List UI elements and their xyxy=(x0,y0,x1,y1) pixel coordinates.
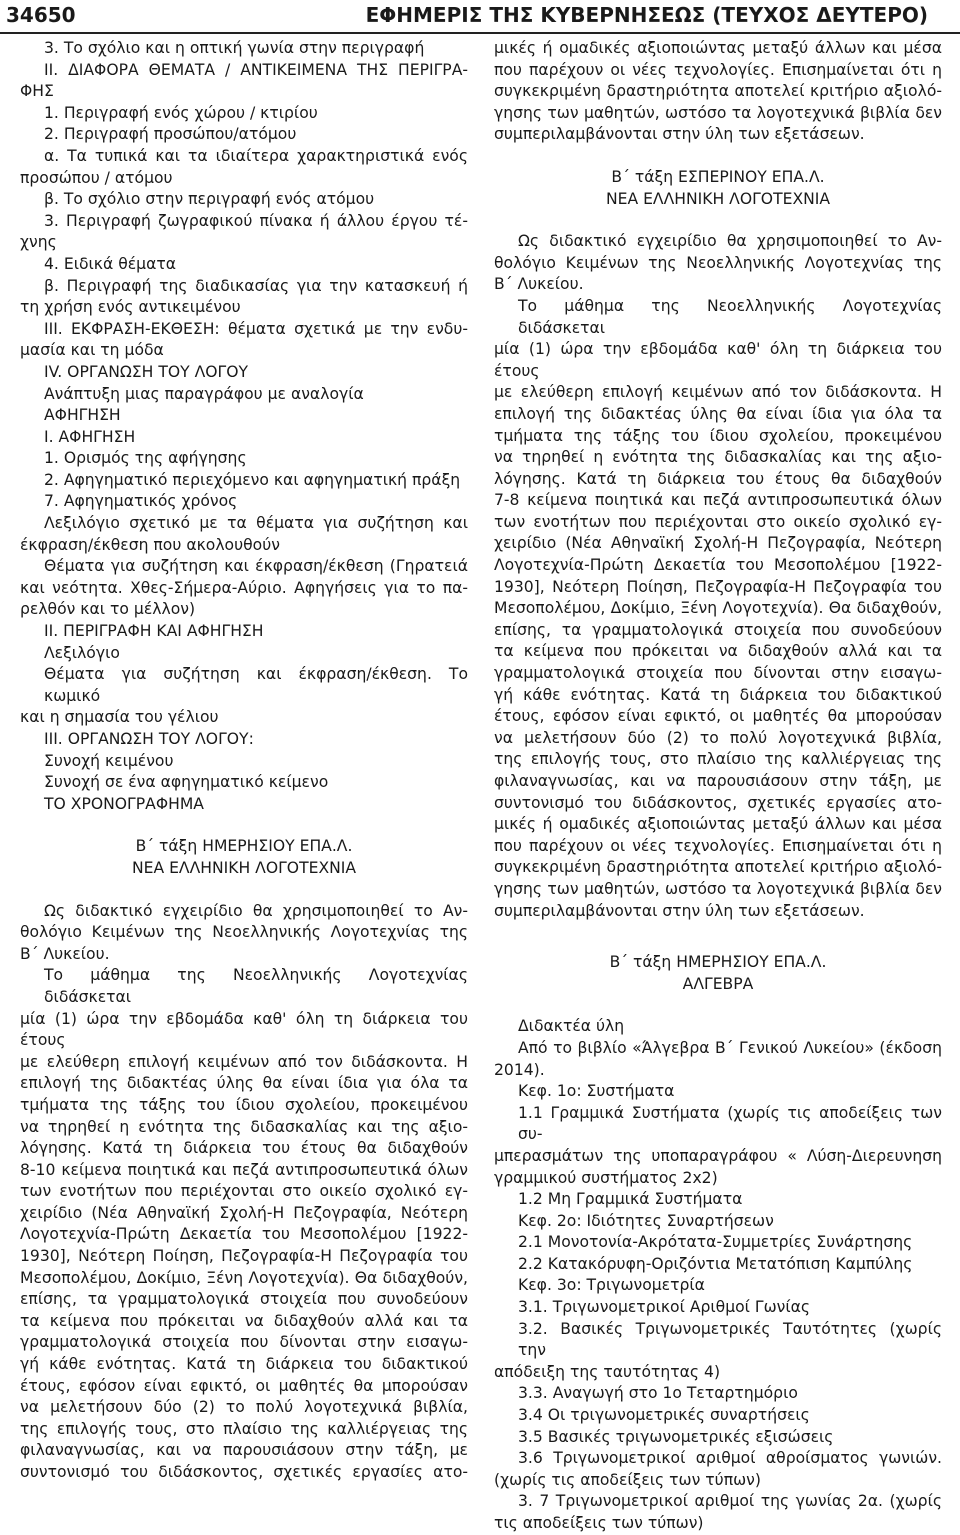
section-heading xyxy=(494,167,942,210)
text-line: τη χρήση ενός αντικειμένου xyxy=(20,298,241,317)
text-line: (χωρίς τις αποδείξεις των τύπων) xyxy=(494,1470,761,1489)
text-line: απόδειξη της ταυτότητας 4) xyxy=(494,1362,721,1381)
section-heading xyxy=(494,952,942,995)
text-line: επιλογή της διδακτέας ύλης θα είναι ίδια για όλα τα xyxy=(20,1074,468,1093)
heading-line: Β΄ τάξη ΕΣΠΕΡΙΝΟΥ ΕΠΑ.Λ. xyxy=(611,167,825,186)
text-line: γραμμικού συστήματος 2x2) xyxy=(494,1168,718,1187)
text-line: 3.5 Βασικές τριγωνομετρικές εξισώσεις xyxy=(518,1427,834,1446)
text-line: 1.2 Μη Γραμμικά Συστήματα xyxy=(518,1190,743,1209)
heading-line: Β΄ τάξη ΗΜΕΡΗΣΙΟΥ ΕΠΑ.Λ. xyxy=(609,953,827,972)
right-column xyxy=(494,38,942,1535)
text-line: μικές ή ομαδικές αξιοποιώντας μεταξύ άλλων και μέσα xyxy=(494,815,942,834)
text-line: 7. Αφηγηματικός χρόνος xyxy=(44,492,238,511)
text-line: ΙΙ. ΔΙΑΦΟΡΑ ΘΕΜΑΤΑ / ΑΝΤΙΚΕΙΜΕΝΑ ΤΗΣ ΠΕΡΙΓΡΑ- xyxy=(44,60,468,79)
left-column xyxy=(20,38,468,1484)
text-line: προσώπου / ατόμου xyxy=(20,168,173,187)
text-line: επίσης, τα γραμματολογικά στοιχεία που συνοδεύουν xyxy=(20,1290,468,1309)
text-line: 8-10 κείμενα ποιητικά και πεζά αντιπροσωπευτικά όλων xyxy=(20,1160,468,1179)
text-line: τις αποδείξεις των τύπων) xyxy=(494,1514,704,1532)
text-line: τα κείμενα που πρόκειται να διδαχθούν αλλά και τα xyxy=(20,1311,468,1330)
header-rule xyxy=(0,32,960,34)
text-line: μασία και τη μόδα xyxy=(20,341,164,360)
text-line: β. Το σχόλιο στην περιγραφή ενός ατόμου xyxy=(44,190,375,209)
text-line: 3.6 Τριγωνομετρικοί αριθμοί αθροίσματος γωνιών. xyxy=(518,1449,942,1468)
text-line: 1. Περιγραφή ενός χώρου / κτιρίου xyxy=(44,103,318,122)
text-line: 3. Περιγραφή ζωγραφικού πίνακα ή άλλου έργου τέ- xyxy=(44,211,468,230)
text-line: 2.1 Μονοτονία-Ακρότατα-Συμμετρίες Συνάρτησης xyxy=(518,1233,913,1252)
heading-line: ΑΛΓΕΒΡΑ xyxy=(682,974,754,993)
text-line: Κεφ. 1ο: Συστήματα xyxy=(518,1082,675,1101)
text-line: Λεξιλόγιο xyxy=(44,643,120,662)
journal-title: ΕΦΗΜΕΡΙΣ ΤΗΣ ΚΥΒΕΡΝΗΣΕΩΣ (ΤΕΥΧΟΣ ΔΕΥΤΕΡΟ) xyxy=(365,3,928,27)
text-line: Συνοχή κειμένου xyxy=(44,751,174,770)
text-line: Συνοχή σε ένα αφηγηματικό κείμενο xyxy=(44,773,329,792)
text-line: που παρέχουν οι νέες τεχνολογίες. Επισημαίνεται ότι η xyxy=(494,60,942,79)
text-line: 2. Περιγραφή προσώπου/ατόμου xyxy=(44,125,297,144)
text-line: ΙΙΙ. ΟΡΓΑΝΩΣΗ ΤΟΥ ΛΟΓΟΥ: xyxy=(44,730,254,748)
text-line: 3. 7 Τριγωνομετρικοί αριθμοί της γωνίας 2α. (χωρίς xyxy=(518,1492,942,1511)
text-line: λόγησης. Κατά τη διάρκεια του έτους θα διδαχθούν xyxy=(20,1139,468,1158)
text-line: θολόγιο Κειμένων της Νεοελληνικής Λογοτεχνίας της xyxy=(20,923,468,942)
text-line: επίσης, τα γραμματολογικά στοιχεία που συνοδεύουν xyxy=(494,620,942,639)
page-header xyxy=(0,0,960,30)
text-line: Μεσοπολέμου, Δοκίμιο, Ξένη Λογοτεχνία). Θα διδαχθούν, xyxy=(20,1268,468,1287)
text-line: Λογοτεχνία-Πρώτη Δεκαετία του Μεσοπολέμου [1922- xyxy=(494,556,942,575)
algebra-syllabus xyxy=(494,1016,942,1534)
text-line: μία (1) ώρα την εβδομάδα καθ' όλη τη διάρκεια του έτους xyxy=(494,340,942,380)
text-line: γησης των μαθητών, ωστόσο τα λογοτεχνικά βιβλία δεν xyxy=(494,879,942,898)
text-line: θολόγιο Κειμένων της Νεοελληνικής Λογοτεχνίας της xyxy=(494,253,942,272)
text-line: Λογοτεχνία-Πρώτη Δεκαετία του Μεσοπολέμου [1922- xyxy=(20,1225,468,1244)
literature-paragraphs xyxy=(494,231,942,922)
text-line: να τηρηθεί η ενότητα της διδασκαλίας και της αξιο- xyxy=(494,448,942,467)
text-line: 3.2. Βασικές Τριγωνομετρικές Ταυτότητες (χωρίς την xyxy=(518,1319,942,1360)
text-line: Κεφ. 2ο: Ιδιότητες Συναρτήσεων xyxy=(518,1211,774,1230)
text-line: συντονισμό του διδάσκοντος, σχετικές εργασίες ατο- xyxy=(494,793,942,812)
text-line: μικές ή ομαδικές αξιοποιώντας μεταξύ άλλων και μέσα xyxy=(494,39,942,57)
text-line: έτους, εφόσον είναι εφικτό, οι μαθητές θα μπορούσαν xyxy=(20,1376,468,1395)
text-line: της επιλογής τους, στο πλαίσιο της καλλιέργειας της xyxy=(20,1419,468,1438)
literature-paragraphs xyxy=(20,901,468,1484)
text-line: Β΄ Λυκείου. xyxy=(20,944,110,963)
text-line: επιλογή της διδακτέας ύλης θα είναι ίδια για όλα τα xyxy=(494,404,942,423)
heading-line: ΝΕΑ ΕΛΛΗΝΙΚΗ ΛΟΓΟΤΕΧΝΙΑ xyxy=(131,858,357,877)
text-line: IV. ΟΡΓΑΝΩΣΗ ΤΟΥ ΛΟΓΟΥ xyxy=(44,362,249,381)
text-line: χνης xyxy=(20,233,57,252)
text-line: 4. Ειδικά θέματα xyxy=(44,254,177,273)
text-line: Ως διδακτικό εγχειρίδιο θα χρησιμοποιηθεί το Αν- xyxy=(44,901,468,920)
text-line: με ελεύθερη επιλογή κειμένων από τον διδάσκοντα. Η xyxy=(20,1052,468,1071)
text-line: να τηρηθεί η ενότητα της διδασκαλίας και της αξιο- xyxy=(20,1117,468,1136)
text-line: Λεξιλόγιο σχετικό με τα θέματα για συζήτηση και xyxy=(44,514,468,533)
text-line: 1.1 Γραμμικά Συστήματα (χωρίς τις αποδείξεις των συ- xyxy=(518,1103,942,1144)
continued-paragraph xyxy=(494,38,942,146)
text-line: να μελετήσουν δύο (2) το πολύ λογοτεχνικά βιβλία, xyxy=(494,728,942,747)
text-line: χειρίδιο (Νέα Αθηναϊκή Σχολή-Η Πεζογραφία, Νεότερη xyxy=(494,534,942,553)
text-line: φιλαναγνωσίας, και να παρουσιάσουν στην τάξη, με xyxy=(494,772,942,790)
text-line: Ι. ΑΦΗΓΗΣΗ xyxy=(44,427,136,446)
text-line: 3.3. Αναγωγή στο 1ο Τεταρτημόριο xyxy=(518,1384,798,1403)
text-line: 1930], Νεότερη Ποίηση, Πεζογραφία-Η Πεζογραφία του xyxy=(494,577,942,596)
text-line: συμπεριλαμβάνονται στην ύλη των εξετάσεων. xyxy=(494,125,865,144)
text-line: συγκεκριμένη δραστηριότητα αποτελεί κριτήριο αξιολό- xyxy=(494,858,942,877)
text-line: και η σημασία του γέλιου xyxy=(20,708,219,727)
heading-line: ΝΕΑ ΕΛΛΗΝΙΚΗ ΛΟΓΟΤΕΧΝΙΑ xyxy=(605,189,831,208)
text-line: 2014). xyxy=(494,1060,545,1079)
text-line: Κεφ. 3ο: Τριγωνομετρία xyxy=(518,1276,705,1295)
text-line: ΙΙ. ΠΕΡΙΓΡΑΦΗ ΚΑΙ ΑΦΗΓΗΣΗ xyxy=(44,622,264,641)
text-line: συμπεριλαμβάνονται στην ύλη των εξετάσεων. xyxy=(494,901,865,920)
text-line: Β΄ Λυκείου. xyxy=(494,275,584,294)
text-line: α. Τα τυπικά και τα ιδιαίτερα χαρακτηριστικά ενός xyxy=(44,146,468,165)
section-heading xyxy=(20,836,468,879)
text-line: των ενοτήτων που περιέχονται στο οικείο σχολικό εγ- xyxy=(20,1182,468,1201)
text-line: με ελεύθερη επιλογή κειμένων από τον διδάσκοντα. Η xyxy=(494,383,942,402)
text-line: γή κάθε ενότητας. Κατά τη διάρκεια του διδακτικού xyxy=(20,1355,468,1374)
text-line: γησης των μαθητών, ωστόσο τα λογοτεχνικά βιβλία δεν xyxy=(494,103,942,122)
text-line: μία (1) ώρα την εβδομάδα καθ' όλη τη διάρκεια του έτους xyxy=(20,1009,468,1050)
text-line: γραμματολογικά στοιχεία που δίνονται στην εισαγω- xyxy=(20,1333,468,1352)
page-number: 34650 xyxy=(6,3,76,27)
syllabus-outline xyxy=(20,38,468,815)
text-line: γή κάθε ενότητας. Κατά τη διάρκεια του διδακτικού xyxy=(494,685,942,704)
heading-line: Β΄ τάξη ΗΜΕΡΗΣΙΟΥ ΕΠΑ.Λ. xyxy=(135,837,353,856)
text-line: γραμματολογικά στοιχεία που δίνονται στην εισαγω- xyxy=(494,664,942,683)
text-line: ρελθόν και το μέλλον) xyxy=(20,600,196,619)
text-line: να μελετήσουν δύο (2) το πολύ λογοτεχνικά βιβλία, xyxy=(20,1398,468,1417)
text-line: β. Περιγραφή της διαδικασίας για την κατασκευή ή xyxy=(44,276,468,295)
text-line: τμήματα της τάξης του ίδιου σχολείου, προκειμένου xyxy=(494,426,942,445)
text-line: ΦΗΣ xyxy=(20,82,54,101)
text-line: 3.4 Οι τριγωνομετρικές συναρτήσεις xyxy=(518,1406,810,1425)
text-line: τμήματα της τάξης του ίδιου σχολείου, προκειμένου xyxy=(20,1095,468,1114)
text-line: έτους, εφόσον είναι εφικτό, οι μαθητές θα μπορούσαν xyxy=(494,707,942,726)
text-line: 7-8 κείμενα ποιητικά και πεζά αντιπροσωπευτικά όλων xyxy=(494,491,942,510)
text-line: ΙΙΙ. ΕΚΦΡΑΣΗ-ΕΚΘΕΣΗ: θέματα σχετικά με την ενδυ- xyxy=(44,319,468,338)
text-line: 2.2 Κατακόρυφη-Οριζόντια Μετατόπιση Καμπύλης xyxy=(518,1254,913,1273)
text-line: Θέματα για συζήτηση και έκφραση/έκθεση (Γηρατειά xyxy=(44,557,468,576)
text-line: ΤΟ ΧΡΟΝΟΓΡΑΦΗΜΑ xyxy=(44,794,204,813)
text-line: Θέματα για συζήτηση και έκφραση/έκθεση. Το κωμικό xyxy=(44,665,468,705)
text-line: ΑΦΗΓΗΣΗ xyxy=(44,406,121,425)
text-line: μπερασμάτων της υποπαραγράφου « Λύση-Διερευνηση xyxy=(494,1146,942,1165)
text-line: 1930], Νεότερη Ποίηση, Πεζογραφία-Η Πεζογραφία του xyxy=(20,1247,468,1266)
text-line: 1. Ορισμός της αφήγησης xyxy=(44,449,247,468)
text-line: Το μάθημα της Νεοελληνικής Λογοτεχνίας διδάσκεται xyxy=(44,966,468,1006)
text-line: και νεότητα. Χθες-Σήμερα-Αύριο. Αφηγήσεις για το πα- xyxy=(20,578,468,597)
text-line: συγκεκριμένη δραστηριότητα αποτελεί κριτήριο αξιολό- xyxy=(494,82,942,101)
text-line: της επιλογής τους, στο πλαίσιο της καλλιέργειας της xyxy=(494,750,942,769)
text-line: Ως διδακτικό εγχειρίδιο θα χρησιμοποιηθεί το Αν- xyxy=(518,232,942,251)
text-line: τα κείμενα που πρόκειται να διδαχθούν αλλά και τα xyxy=(494,642,942,661)
text-line: 3. Το σχόλιο και η οπτική γωνία στην περιγραφή xyxy=(44,39,425,57)
text-line: Το μάθημα της Νεοελληνικής Λογοτεχνίας διδάσκεται xyxy=(518,296,942,337)
text-line: που παρέχουν οι νέες τεχνολογίες. Επισημαίνεται ότι η xyxy=(494,836,942,855)
text-line: των ενοτήτων που περιέχονται στο οικείο σχολικό εγ- xyxy=(494,512,942,531)
text-line: συντονισμό του διδάσκοντος, σχετικές εργασίες ατο- xyxy=(20,1463,468,1481)
text-line: χειρίδιο (Νέα Αθηναϊκή Σχολή-Η Πεζογραφία, Νεότερη xyxy=(20,1203,468,1222)
text-line: Από το βιβλίο «Άλγεβρα Β΄ Γενικού Λυκείου» (έκδοση xyxy=(518,1038,942,1057)
text-line: φιλαναγνωσίας, και να παρουσιάσουν στην τάξη, με xyxy=(20,1441,468,1460)
text-line: έκφραση/έκθεση που ακολουθούν xyxy=(20,535,280,554)
text-line: 2. Αφηγηματικό περιεχόμενο και αφηγηματική πράξη xyxy=(44,470,461,489)
text-line: 3.1. Τριγωνομετρικοί Αριθμοί Γωνίας xyxy=(518,1298,811,1317)
text-line: λόγησης. Κατά τη διάρκεια του έτους θα διδαχθούν xyxy=(494,469,942,488)
text-line: Ανάπτυξη μιας παραγράφου με αναλογία xyxy=(44,384,364,403)
text-line: Μεσοπολέμου, Δοκίμιο, Ξένη Λογοτεχνία). Θα διδαχθούν, xyxy=(494,599,942,618)
text-line: Διδακτέα ύλη xyxy=(518,1017,625,1036)
